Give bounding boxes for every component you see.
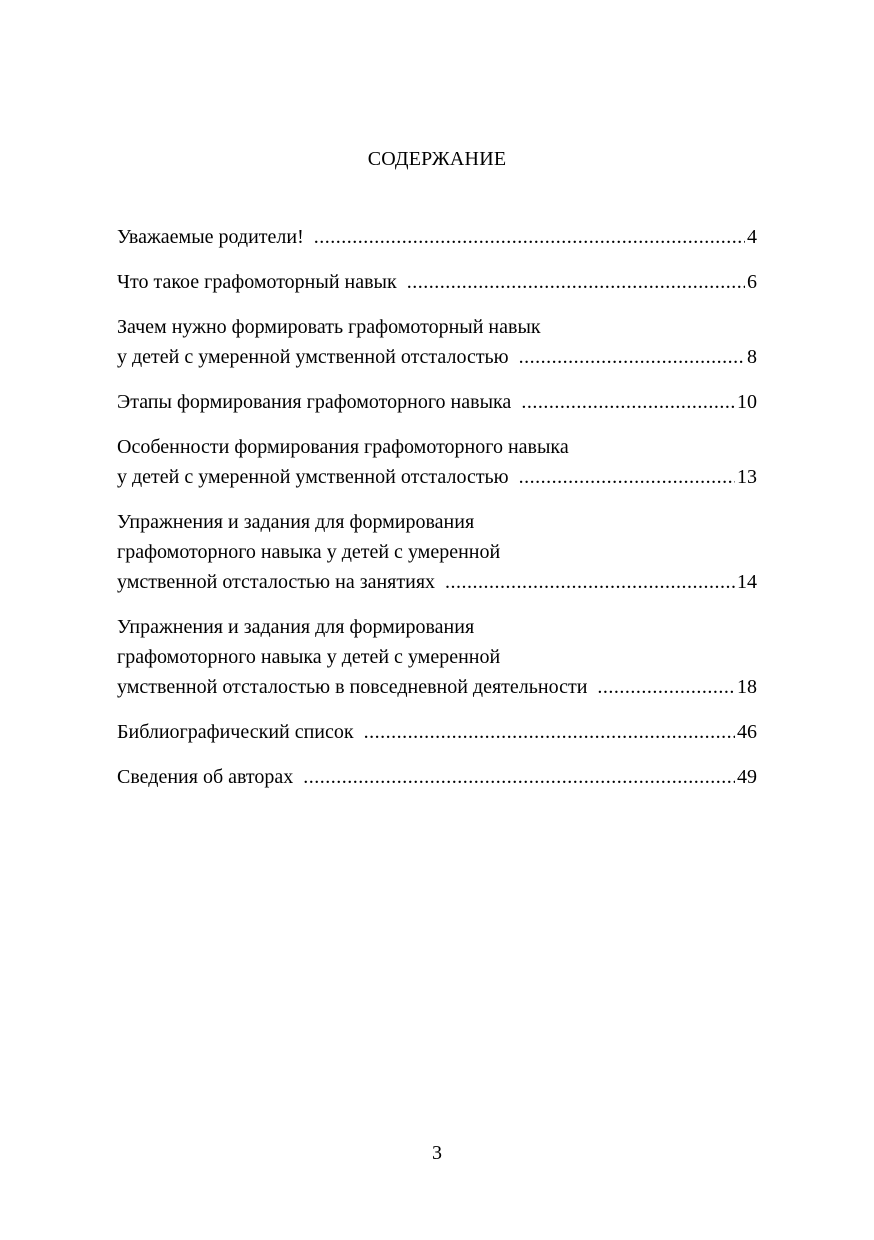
toc-entry-title: Этапы формирования графомоторного навыка	[117, 391, 512, 413]
toc-leader-dots	[597, 672, 735, 702]
toc-leader-dots	[303, 762, 735, 792]
toc-entry	[117, 432, 757, 492]
toc-entry	[117, 507, 757, 597]
toc-entry-page: 10	[737, 391, 757, 413]
toc-entry	[117, 762, 757, 792]
toc-entry-page: 4	[747, 226, 757, 248]
toc-entry-title: Уважаемые родители!	[117, 226, 304, 248]
toc-entry-title: Сведения об авторах	[117, 766, 294, 788]
toc-entry	[117, 312, 757, 372]
toc-leader-dots	[519, 462, 735, 492]
toc-line	[117, 387, 757, 417]
toc-entry-page: 18	[737, 676, 757, 698]
toc-leader-dots	[407, 267, 745, 297]
toc-entry-title: у детей с умеренной умственной отсталостью	[117, 346, 509, 368]
toc-line	[117, 222, 757, 252]
toc-entry	[117, 717, 757, 747]
toc-entry-title: Библиографический список	[117, 721, 354, 743]
toc-line	[117, 672, 757, 702]
toc-entry-page: 14	[737, 571, 757, 593]
toc-entry-title-line: графомоторного навыка у детей с умеренной	[117, 646, 501, 668]
table-of-contents	[117, 222, 757, 807]
toc-line	[117, 567, 757, 597]
toc-line	[117, 762, 757, 792]
toc-line	[117, 717, 757, 747]
toc-entry-page: 13	[737, 466, 757, 488]
toc-entry-title: у детей с умеренной умственной отсталостью	[117, 466, 509, 488]
toc-entry-title-line: Упражнения и задания для формирования	[117, 511, 475, 533]
toc-entry-title-line: Особенности формирования графомоторного навыка	[117, 436, 569, 458]
toc-leader-dots	[364, 717, 735, 747]
toc-line	[117, 342, 757, 372]
toc-entry-page: 6	[747, 271, 757, 293]
toc-entry	[117, 267, 757, 297]
toc-entry	[117, 612, 757, 702]
toc-entry-page: 8	[747, 346, 757, 368]
toc-entry	[117, 222, 757, 252]
toc-entry-title: умственной отсталостью на занятиях	[117, 571, 436, 593]
toc-line	[117, 267, 757, 297]
toc-entry-title: Что такое графомоторный навык	[117, 271, 397, 293]
page-title: СОДЕРЖАНИЕ	[367, 148, 507, 170]
toc-line	[117, 462, 757, 492]
toc-entry-title: умственной отсталостью в повседневной деятельности	[117, 676, 588, 698]
toc-entry-title-line: Зачем нужно формировать графомоторный навык	[117, 316, 541, 338]
toc-entry	[117, 387, 757, 417]
toc-entry-title-line: графомоторного навыка у детей с умеренной	[117, 541, 501, 563]
page-number: 3	[432, 1142, 442, 1164]
toc-entry-page: 46	[737, 721, 757, 743]
toc-leader-dots	[314, 222, 745, 252]
toc-leader-dots	[445, 567, 735, 597]
toc-entry-page: 49	[737, 766, 757, 788]
toc-leader-dots	[521, 387, 735, 417]
toc-leader-dots	[519, 342, 745, 372]
toc-entry-title-line: Упражнения и задания для формирования	[117, 616, 475, 638]
